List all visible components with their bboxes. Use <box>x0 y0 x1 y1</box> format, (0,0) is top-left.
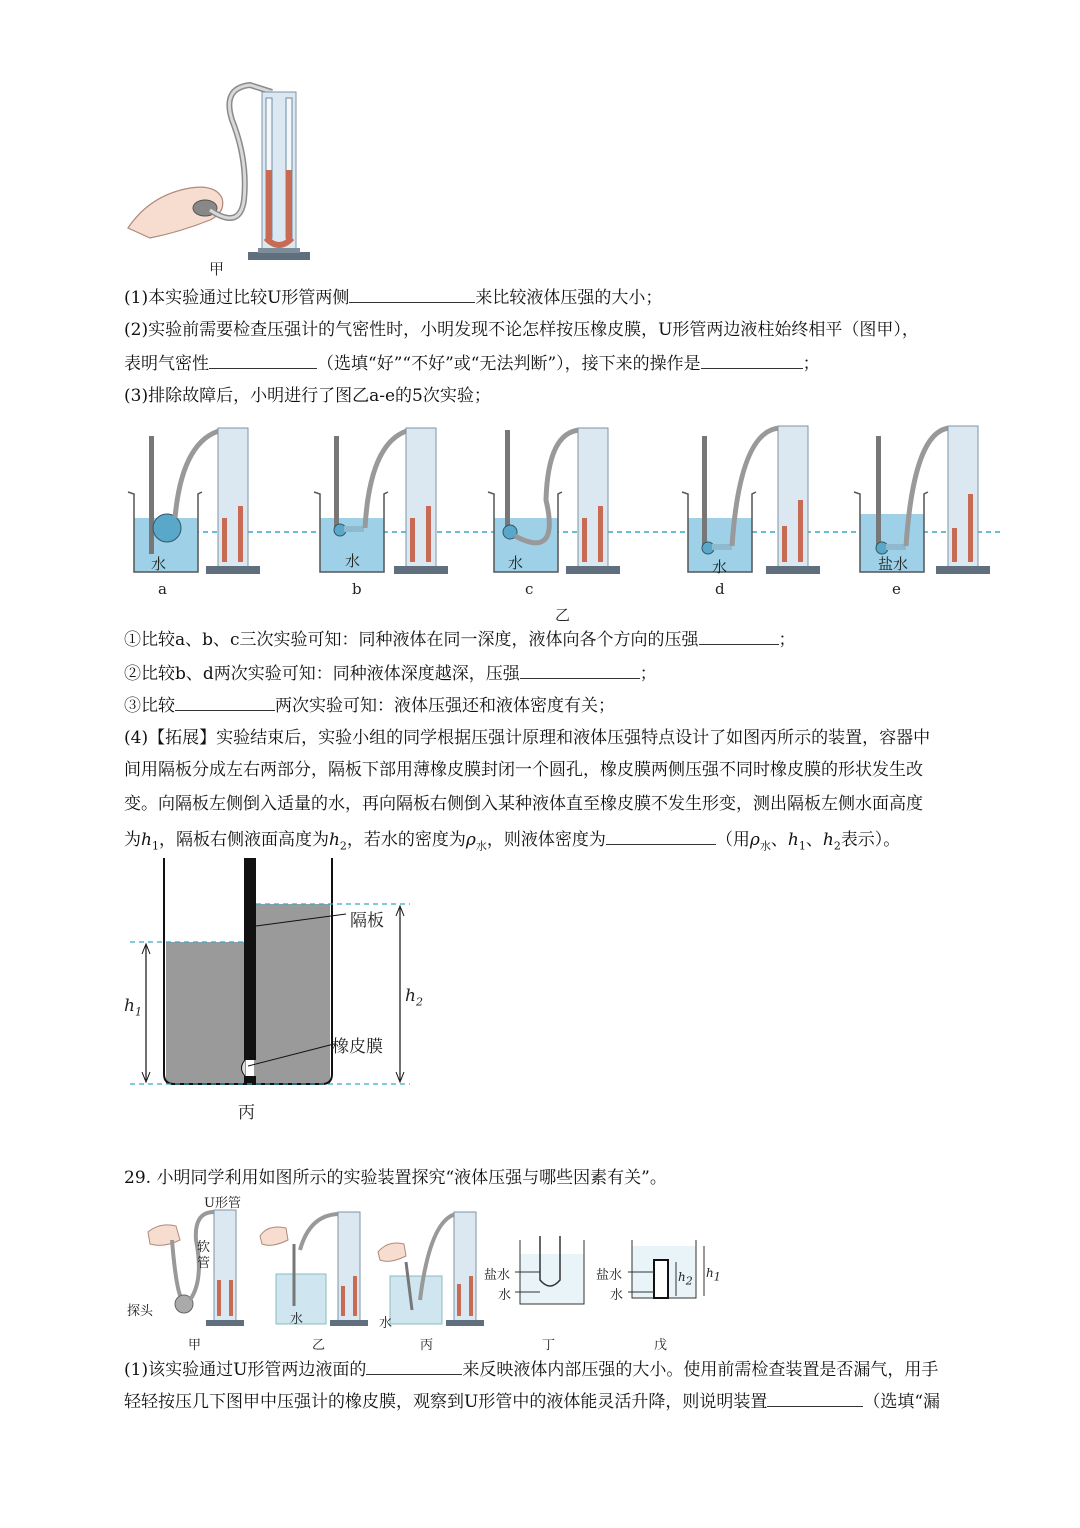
q29-jia <box>148 1210 244 1326</box>
q29-label-soft-tube: 软管 <box>197 1240 211 1271</box>
q4-rho-symbol-2: ρ <box>749 830 760 850</box>
q4-text-a: 为 <box>124 830 141 850</box>
label-partition: 隔板 <box>350 911 384 931</box>
q29-label-salt-ding: 盐水 <box>484 1268 511 1283</box>
conclusion-3-text-b: 两次实验可知：液体压强还和液体密度有关； <box>275 696 615 716</box>
answer-blank-8[interactable] <box>366 1356 462 1375</box>
q4-text-g: 、 <box>805 830 823 850</box>
q29-label-salt-wu: 盐水 <box>596 1268 623 1283</box>
conclusion-2-text-a: ②比较b、d两次实验可知：同种液体深度越深，压强 <box>124 664 520 684</box>
q29-text-1b: 来反映液体内部压强的大小。使用前需检查装置是否漏气，用手 <box>462 1360 939 1380</box>
question-2-line-1: (2)实验前需要检查压强计的气密性时，小明发现不论怎样按压橡皮膜，U形管两边液柱始终相平（图甲）， <box>124 320 919 340</box>
q4-rho-sub: 水 <box>475 839 487 853</box>
q4-rho-symbol: ρ <box>465 830 476 850</box>
q29-label-water-bing: 水 <box>379 1316 393 1331</box>
q29-caption-bing: 丙 <box>420 1338 434 1353</box>
label-h2-sub: 2 <box>415 995 423 1009</box>
liquid-label-c: 水 <box>508 554 524 572</box>
q29-label-h2 <box>678 1270 693 1287</box>
q4-text-end: 表示）。 <box>840 830 901 850</box>
q4-h2-symbol-2: h <box>822 830 834 850</box>
experiment-label-a: a <box>158 580 167 598</box>
question-4-line-3: 变。向隔板左侧倒入适量的水，再向隔板右侧倒入某种液体直至橡皮膜不发生形变，测出隔板左侧水面高度 <box>124 794 923 814</box>
question-29-part-1-line-1 <box>124 1356 938 1382</box>
answer-blank-9[interactable] <box>767 1388 863 1407</box>
q4-rho-sub-2: 水 <box>759 839 771 853</box>
q4-text-e: （用 <box>715 830 750 850</box>
q29-label-h1 <box>706 1266 721 1283</box>
q29-yi <box>260 1212 368 1326</box>
q4-text-f: 、 <box>770 830 788 850</box>
question-2-text-b2: （选填“好”“不好”或“无法判断”），接下来的操作是 <box>317 354 701 374</box>
question-1-text-b: 来比较液体压强的大小； <box>475 288 663 308</box>
conclusion-1-text-a: ①比较a、b、c三次实验可知：同种液体在同一深度，液体向各个方向的压强 <box>124 630 699 650</box>
q29-label-water-yi: 水 <box>290 1312 304 1327</box>
conclusion-3-text-a: ③比较 <box>124 696 175 716</box>
liquid-label-b: 水 <box>345 552 361 570</box>
question-4-line-2: 间用隔板分成左右两部分，隔板下部用薄橡皮膜封闭一个圆孔，橡皮膜两侧压强不同时橡皮膜的形状发生改 <box>124 760 923 780</box>
q29-caption-ding: 丁 <box>542 1338 556 1353</box>
q29-h2-sub: 2 <box>685 1274 693 1288</box>
q29-caption-wu: 戊 <box>654 1338 668 1353</box>
question-4-line-1: (4)【拓展】实验结束后，实验小组的同学根据压强计原理和液体压强特点设计了如图丙所示的装置，容器中 <box>124 728 931 748</box>
q29-h1-symbol: h <box>706 1266 714 1280</box>
q29-label-water-wu: 水 <box>610 1288 624 1303</box>
q4-text-b: ，隔板右侧液面高度为 <box>158 830 329 850</box>
q4-h2-sub: 2 <box>339 839 347 853</box>
conclusion-1-text-b: ； <box>778 630 796 650</box>
q4-h1-symbol: h <box>141 830 152 850</box>
liquid-label-a: 水 <box>151 555 167 573</box>
question-3: (3)排除故障后，小明进行了图乙a-e的5次实验； <box>124 386 491 406</box>
q4-h2-symbol: h <box>328 830 340 850</box>
q29-text-1a: (1)该实验通过U形管两边液面的 <box>124 1360 367 1380</box>
experiment-label-e: e <box>892 580 901 598</box>
q4-h1-sub: 1 <box>151 839 159 853</box>
q29-caption-jia: 甲 <box>188 1338 202 1353</box>
q29-text-2b: （选填“漏 <box>863 1392 941 1412</box>
q29-bing <box>378 1212 484 1326</box>
experiment-label-b: b <box>352 580 362 598</box>
label-h2-symbol: h <box>405 986 416 1006</box>
conclusion-2-text-b: ； <box>639 664 657 684</box>
liquid-label-e: 盐水 <box>878 555 909 573</box>
question-2-text-b1: 表明气密性 <box>124 354 209 374</box>
question-29-part-1-line-2 <box>124 1388 940 1414</box>
label-h1-sub: 1 <box>134 1005 142 1019</box>
q4-h1-symbol-2: h <box>787 830 799 850</box>
q29-label-water-ding: 水 <box>498 1288 512 1303</box>
figure-yi-caption: 乙 <box>555 606 571 624</box>
q4-h2-sub-2: 2 <box>833 839 841 853</box>
figure-bing-caption: 丙 <box>238 1103 255 1123</box>
q29-wu <box>628 1240 704 1298</box>
question-2-text-b3: ； <box>802 354 820 374</box>
q4-h1-sub-2: 1 <box>798 839 806 853</box>
label-membrane: 橡皮膜 <box>332 1037 383 1057</box>
q4-text-d: ，则液体密度为 <box>486 830 606 850</box>
q29-h1-sub: 1 <box>713 1270 721 1284</box>
question-1-text-a: (1)本实验通过比较U形管两侧 <box>124 288 350 308</box>
q4-text-c: ，若水的密度为 <box>346 830 466 850</box>
q29-caption-yi: 乙 <box>312 1338 326 1353</box>
q29-ding <box>515 1236 584 1304</box>
q29-label-probe: 探头 <box>127 1304 154 1319</box>
q29-text-2a: 轻轻按压几下图甲中压强计的橡皮膜，观察到U形管中的液体能灵活升降，则说明装置 <box>124 1392 768 1412</box>
figure-jia-caption: 甲 <box>209 260 225 278</box>
liquid-label-d: 水 <box>712 558 728 576</box>
experiment-label-d: d <box>715 580 725 598</box>
question-29-title: 29. 小明同学利用如图所示的实验装置探究“液体压强与哪些因素有关”。 <box>124 1168 667 1188</box>
q29-h2-symbol: h <box>678 1270 686 1284</box>
q29-label-u-tube: U形管 <box>204 1196 241 1211</box>
label-h1-symbol: h <box>124 996 135 1016</box>
experiment-label-c: c <box>525 580 534 598</box>
